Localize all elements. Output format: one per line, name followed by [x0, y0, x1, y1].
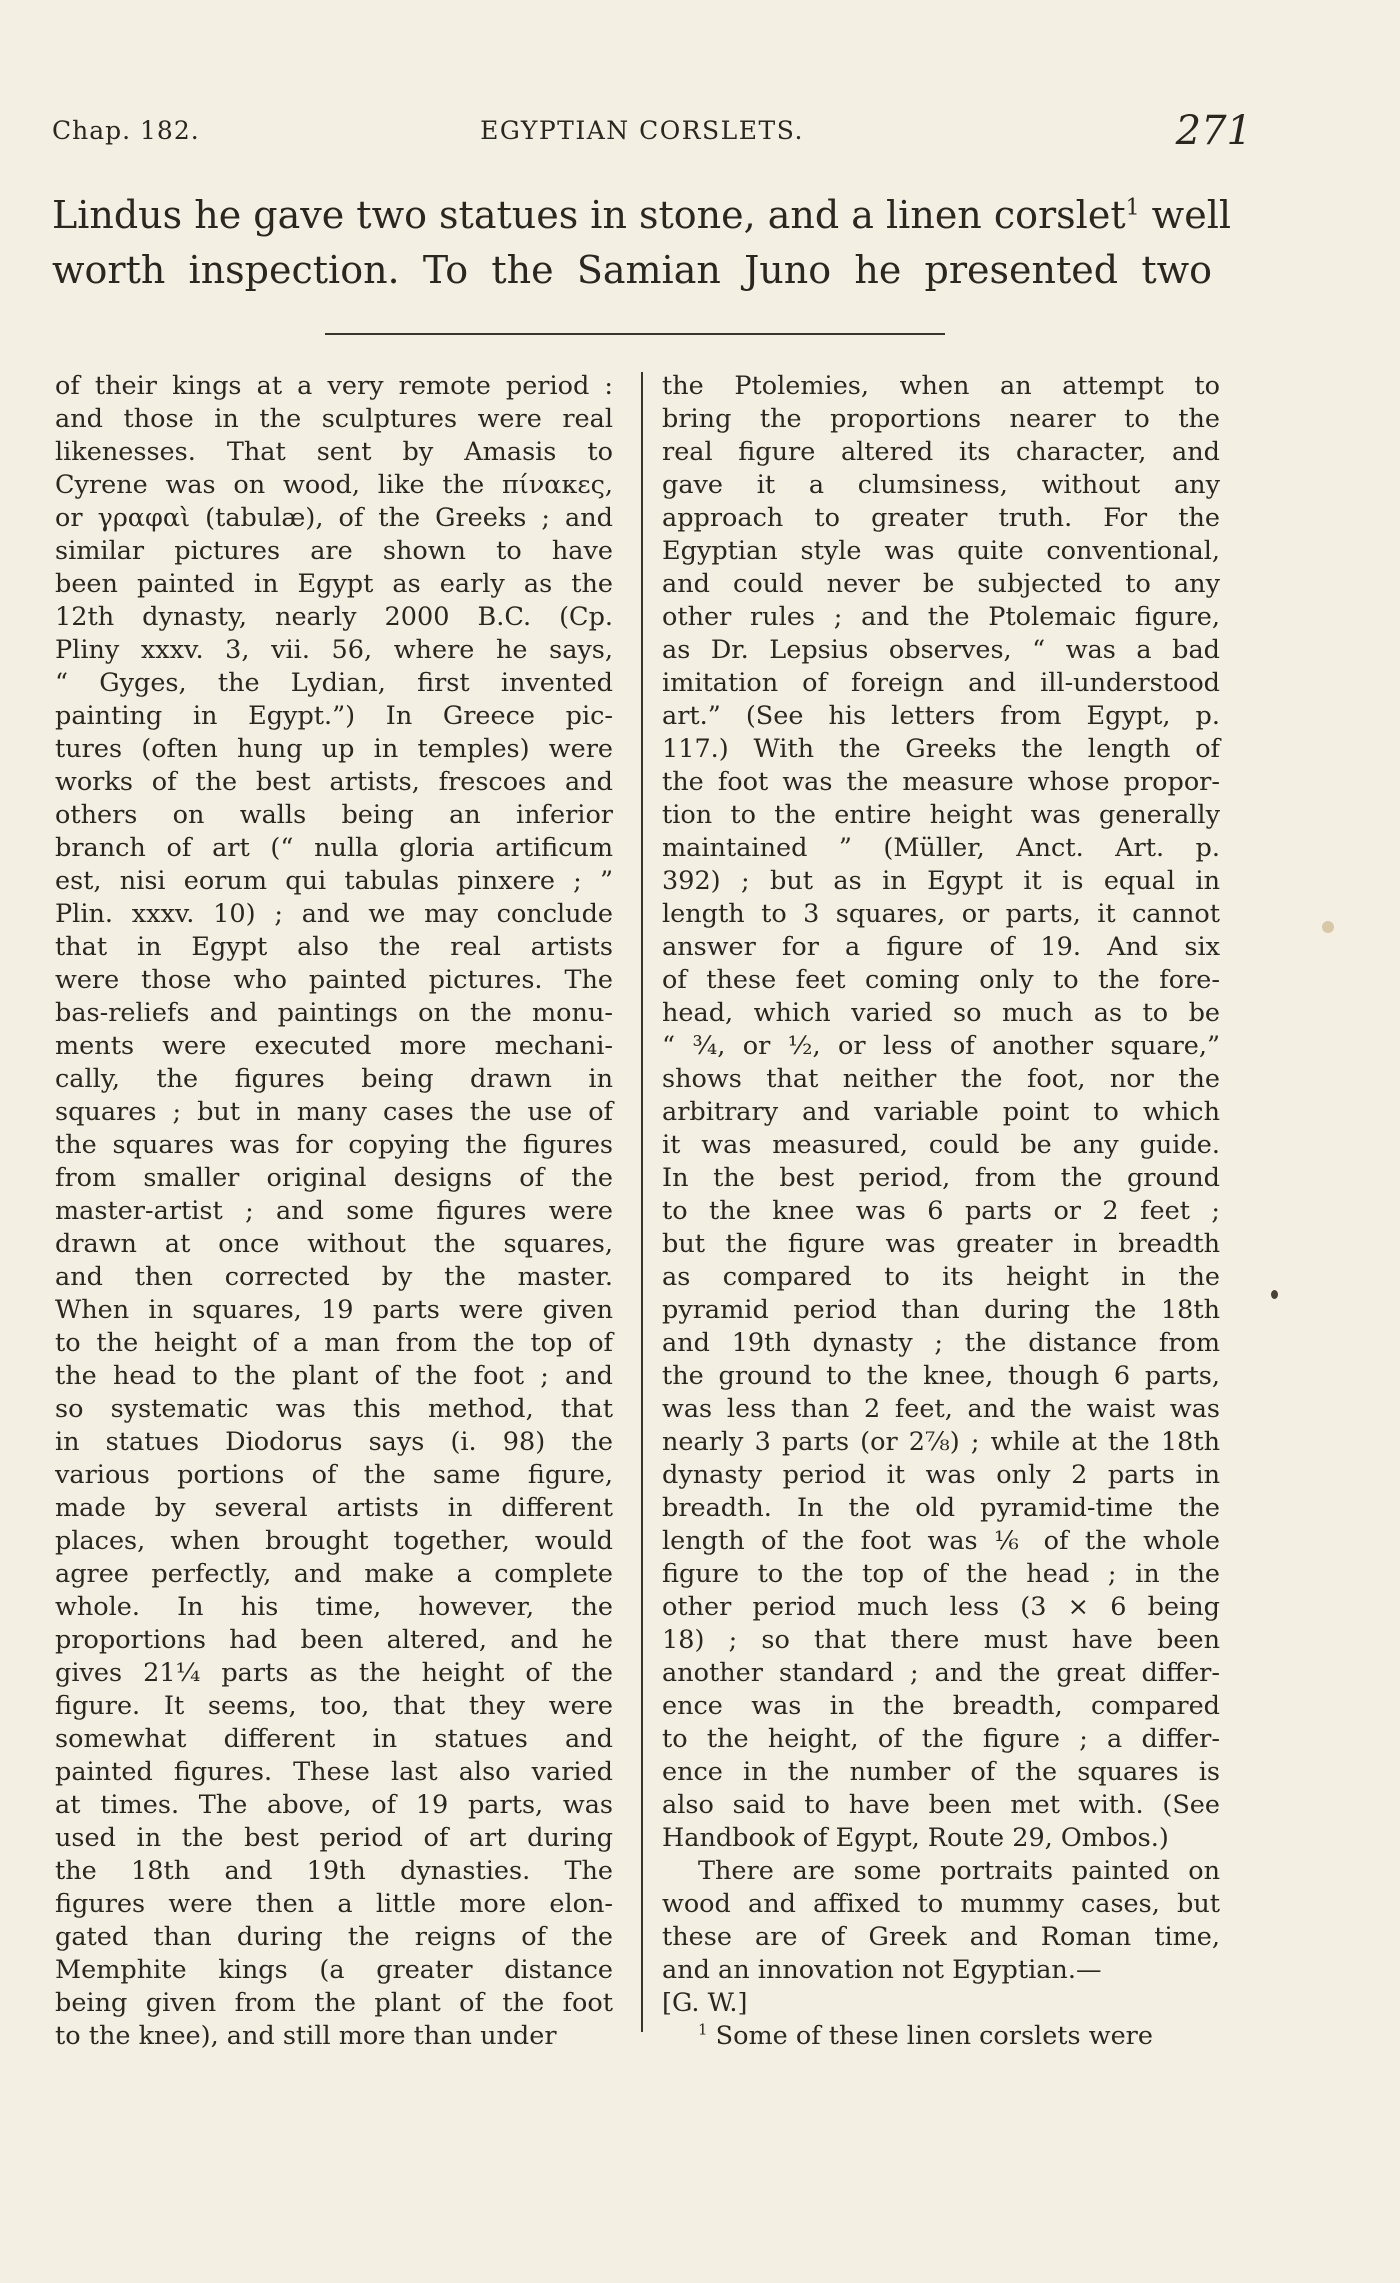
text-line: real figure altered its character, and: [662, 437, 1220, 467]
text-line: breadth. In the old pyramid-time the: [662, 1493, 1220, 1523]
text-line: arbitrary and variable point to which: [662, 1097, 1220, 1127]
text-line: the foot was the measure whose propor-: [662, 767, 1220, 797]
text-line: dynasty period it was only 2 parts in: [662, 1460, 1220, 1490]
text-line: bas-reliefs and paintings on the monu-: [55, 998, 613, 1028]
text-line: similar pictures are shown to have: [55, 536, 613, 566]
text-line: There are some portraits painted on: [698, 1856, 1220, 1886]
section-divider: [325, 333, 945, 335]
ink-speck: [1271, 1290, 1278, 1299]
text-line: somewhat different in statues and: [55, 1724, 613, 1754]
text-line: tion to the entire height was generally: [662, 800, 1220, 830]
text-line: figure to the top of the head ; in the: [662, 1559, 1220, 1589]
text-line: Cyrene was on wood, like the πίνακες,: [55, 470, 613, 500]
footnote-text: Some of these linen corslets were: [707, 2021, 1153, 2051]
text-line: 12th dynasty, nearly 2000 B.C. (Cp.: [55, 602, 613, 632]
text-line: figure. It seems, too, that they were: [55, 1691, 613, 1721]
text-line: head, which varied so much as to be: [662, 998, 1220, 1028]
text-line: pyramid period than during the 18th: [662, 1295, 1220, 1325]
text-line: another standard ; and the great differ-: [662, 1658, 1220, 1688]
text-line: being given from the plant of the foot: [55, 1988, 613, 2018]
text-line: to the knee was 6 parts or 2 feet ;: [662, 1196, 1220, 1226]
main-text-line: [52, 188, 1231, 243]
text-line: shows that neither the foot, nor the: [662, 1064, 1220, 1094]
text-line: length to 3 squares, or parts, it cannot: [662, 899, 1220, 929]
text-line: figures were then a little more elon-: [55, 1889, 613, 1919]
text-line: Egyptian style was quite conventional,: [662, 536, 1220, 566]
text-line: other period much less (3 × 6 being: [662, 1592, 1220, 1622]
main-text-line: worth inspection. To the Samian Juno he presented two: [52, 248, 1212, 292]
text-line: or γραφαὶ (tabulæ), of the Greeks ; and: [55, 503, 613, 533]
text-line: gives 21¼ parts as the height of the: [55, 1658, 613, 1688]
text-line: works of the best artists, frescoes and: [55, 767, 613, 797]
text-line: the head to the plant of the foot ; and: [55, 1361, 613, 1391]
text-line: drawn at once without the squares,: [55, 1229, 613, 1259]
text-line: agree perfectly, and make a complete: [55, 1559, 613, 1589]
text-line: Plin. xxxv. 10) ; and we may conclude: [55, 899, 613, 929]
paper-stain: [1322, 921, 1334, 933]
text-line: and could never be subjected to any: [662, 569, 1220, 599]
text-line: [G. W.]: [662, 1988, 748, 2018]
text-line: but the figure was greater in breadth: [662, 1229, 1220, 1259]
text-line: likenesses. That sent by Amasis to: [55, 437, 613, 467]
text-line: painting in Egypt.”) In Greece pic-: [55, 701, 613, 731]
text-line: tures (often hung up in temples) were: [55, 734, 613, 764]
text-line: to the knee), and still more than under: [55, 2021, 557, 2051]
text-line: ments were executed more mechani-: [55, 1031, 613, 1061]
text-line: that in Egypt also the real artists: [55, 932, 613, 962]
footnote-marker: 1: [698, 2020, 708, 2039]
text-line: wood and affixed to mummy cases, but: [662, 1889, 1220, 1919]
text-line: branch of art (“ nulla gloria artificum: [55, 833, 613, 863]
footnote-reference: 1: [1125, 195, 1140, 221]
text-line: gave it a clumsiness, without any: [662, 470, 1220, 500]
page-number: 271: [1175, 108, 1252, 154]
text-line: Memphite kings (a greater distance: [55, 1955, 613, 1985]
text-line: Pliny xxxv. 3, vii. 56, where he says,: [55, 635, 613, 665]
running-title: EGYPTIAN CORSLETS.: [480, 116, 804, 145]
chapter-label: Chap. 182.: [52, 116, 200, 145]
text-line: others on walls being an inferior: [55, 800, 613, 830]
text-line: gated than during the reigns of the: [55, 1922, 613, 1952]
text-line: and then corrected by the master.: [55, 1262, 613, 1292]
text-line: it was measured, could be any guide.: [662, 1130, 1220, 1160]
text-line: [662, 2020, 1220, 2053]
text-line: the Ptolemies, when an attempt to: [662, 371, 1220, 401]
text-line: to the height of a man from the top of: [55, 1328, 613, 1358]
text-line: cally, the figures being drawn in: [55, 1064, 613, 1094]
text-line: maintained ” (Müller, Anct. Art. p.: [662, 833, 1220, 863]
text-line: the 18th and 19th dynasties. The: [55, 1856, 613, 1886]
text-line: as compared to its height in the: [662, 1262, 1220, 1292]
text-line: from smaller original designs of the: [55, 1163, 613, 1193]
text-line: ence was in the breadth, compared: [662, 1691, 1220, 1721]
text-line: art.” (See his letters from Egypt, p.: [662, 701, 1220, 731]
text-line: whole. In his time, however, the: [55, 1592, 613, 1622]
text-line: Handbook of Egypt, Route 29, Ombos.): [662, 1823, 1169, 1853]
main-text-segment: Lindus he gave two statues in stone, and a linen corslet: [52, 193, 1126, 237]
text-line: 117.) With the Greeks the length of: [662, 734, 1220, 764]
text-line: master-artist ; and some figures were: [55, 1196, 613, 1226]
text-line: at times. The above, of 19 parts, was: [55, 1790, 613, 1820]
text-line: were those who painted pictures. The: [55, 965, 613, 995]
text-line: length of the foot was ⅙ of the whole: [662, 1526, 1220, 1556]
text-line: of these feet coming only to the fore-: [662, 965, 1220, 995]
text-line: and those in the sculptures were real: [55, 404, 613, 434]
text-line: of their kings at a very remote period :: [55, 371, 613, 401]
text-line: so systematic was this method, that: [55, 1394, 613, 1424]
text-line: imitation of foreign and ill-understood: [662, 668, 1220, 698]
text-line: used in the best period of art during: [55, 1823, 613, 1853]
text-line: approach to greater truth. For the: [662, 503, 1220, 533]
main-text: [52, 188, 1231, 298]
text-line: nearly 3 parts (or 2⅞) ; while at the 18th: [662, 1427, 1220, 1457]
text-line: and an innovation not Egyptian.—: [662, 1955, 1102, 1985]
text-line: In the best period, from the ground: [662, 1163, 1220, 1193]
column-divider: [641, 372, 643, 2032]
text-line: the squares was for copying the figures: [55, 1130, 613, 1160]
text-line: “ Gyges, the Lydian, first invented: [55, 668, 613, 698]
text-line: 18) ; so that there must have been: [662, 1625, 1220, 1655]
text-line: 392) ; but as in Egypt it is equal in: [662, 866, 1220, 896]
text-line: painted figures. These last also varied: [55, 1757, 613, 1787]
text-line: as Dr. Lepsius observes, “ was a bad: [662, 635, 1220, 665]
text-line: also said to have been met with. (See: [662, 1790, 1220, 1820]
text-line: answer for a figure of 19. And six: [662, 932, 1220, 962]
notes-column-left: [55, 370, 613, 2053]
text-line: “ ¾, or ½, or less of another square,”: [662, 1031, 1220, 1061]
running-header: [52, 108, 1252, 168]
text-line: other rules ; and the Ptolemaic figure,: [662, 602, 1220, 632]
text-line: bring the proportions nearer to the: [662, 404, 1220, 434]
text-line: places, when brought together, would: [55, 1526, 613, 1556]
text-line: various portions of the same figure,: [55, 1460, 613, 1490]
notes-column-right: [662, 370, 1220, 2053]
text-line: was less than 2 feet, and the waist was: [662, 1394, 1220, 1424]
text-line: squares ; but in many cases the use of: [55, 1097, 613, 1127]
text-line: proportions had been altered, and he: [55, 1625, 613, 1655]
text-line: made by several artists in different: [55, 1493, 613, 1523]
text-line: been painted in Egypt as early as the: [55, 569, 613, 599]
text-line: ence in the number of the squares is: [662, 1757, 1220, 1787]
text-line: these are of Greek and Roman time,: [662, 1922, 1220, 1952]
text-line: the ground to the knee, though 6 parts,: [662, 1361, 1220, 1391]
text-line: in statues Diodorus says (i. 98) the: [55, 1427, 613, 1457]
text-line: When in squares, 19 parts were given: [55, 1295, 613, 1325]
main-text-segment: well: [1139, 193, 1231, 237]
text-line: and 19th dynasty ; the distance from: [662, 1328, 1220, 1358]
text-line: to the height, of the figure ; a differ-: [662, 1724, 1220, 1754]
text-line: est, nisi eorum qui tabulas pinxere ; ”: [55, 866, 613, 896]
